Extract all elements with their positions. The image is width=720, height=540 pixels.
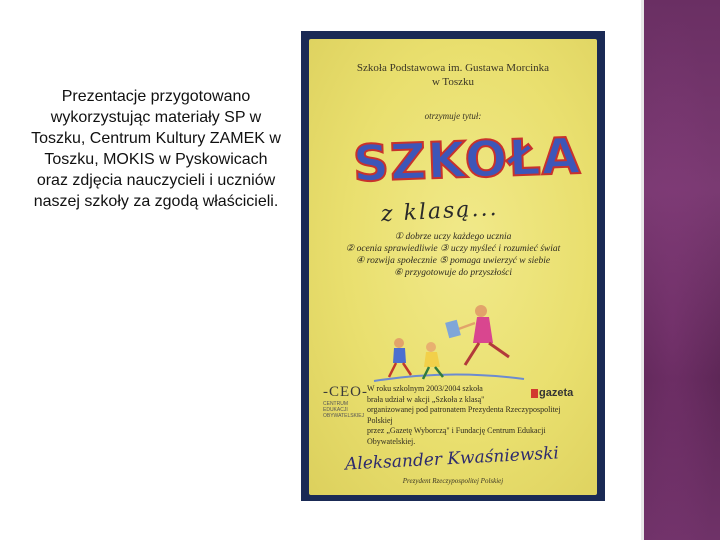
diploma-subtitle: z klasą... <box>380 195 500 228</box>
decorative-sidebar <box>641 0 720 540</box>
sidebar-edge <box>641 0 644 540</box>
diploma-point: ④ rozwija społecznie ⑤ pomaga uwierzyć w siebie <box>355 256 551 266</box>
diploma-title: SZKOŁA <box>352 127 583 193</box>
ceo-logo: -CEO- <box>323 384 368 400</box>
diploma-received-label: otrzymuje tytuł: <box>424 111 482 121</box>
gazeta-logo: gazeta <box>539 387 574 399</box>
diploma-body-text: W roku szkolnym 2003/2004 szkoła brała udział w akcji „Szkoła z klasą" organizowanej pod patronatem Prezydenta Rzeczypospolitej Polskiej przez „Gazetę Wyborczą" i Fundację Centrum Edukacji Obywatelskiej. <box>367 384 561 446</box>
ceo-logo-subtitle: CENTRUM EDUKACJI OBYWATELSKIEJ <box>323 401 365 419</box>
diploma <box>309 39 597 495</box>
diploma-point: ⑥ przygotowuje do przyszłości <box>393 268 513 278</box>
diploma-school-name: Szkoła Podstawowa im. Gustawa Morcinka w Toszku <box>356 62 550 88</box>
diploma-point: ② ocenia sprawiedliwie ③ uczy myśleć i rozumieć świat <box>345 244 561 254</box>
diploma-points <box>319 231 587 279</box>
running-figures-illustration <box>369 299 529 389</box>
slide-caption: Prezentacje przygotowano wykorzystując materiały SP w Toszku, Centrum Kultury ZAMEK w Toszku, MOKIS w Pyskowicach oraz zdjęcia nauczycieli i uczniów naszej szkoły za zgodą właścicieli. <box>31 88 281 210</box>
diploma-signature: Aleksander Kwaśniewski <box>344 443 560 475</box>
diploma-president-label: Prezydent Rzeczypospolitej Polskiej <box>402 477 504 485</box>
diploma-point: ① dobrze uczy każdego ucznia <box>394 232 512 242</box>
diploma-photo <box>301 31 605 501</box>
